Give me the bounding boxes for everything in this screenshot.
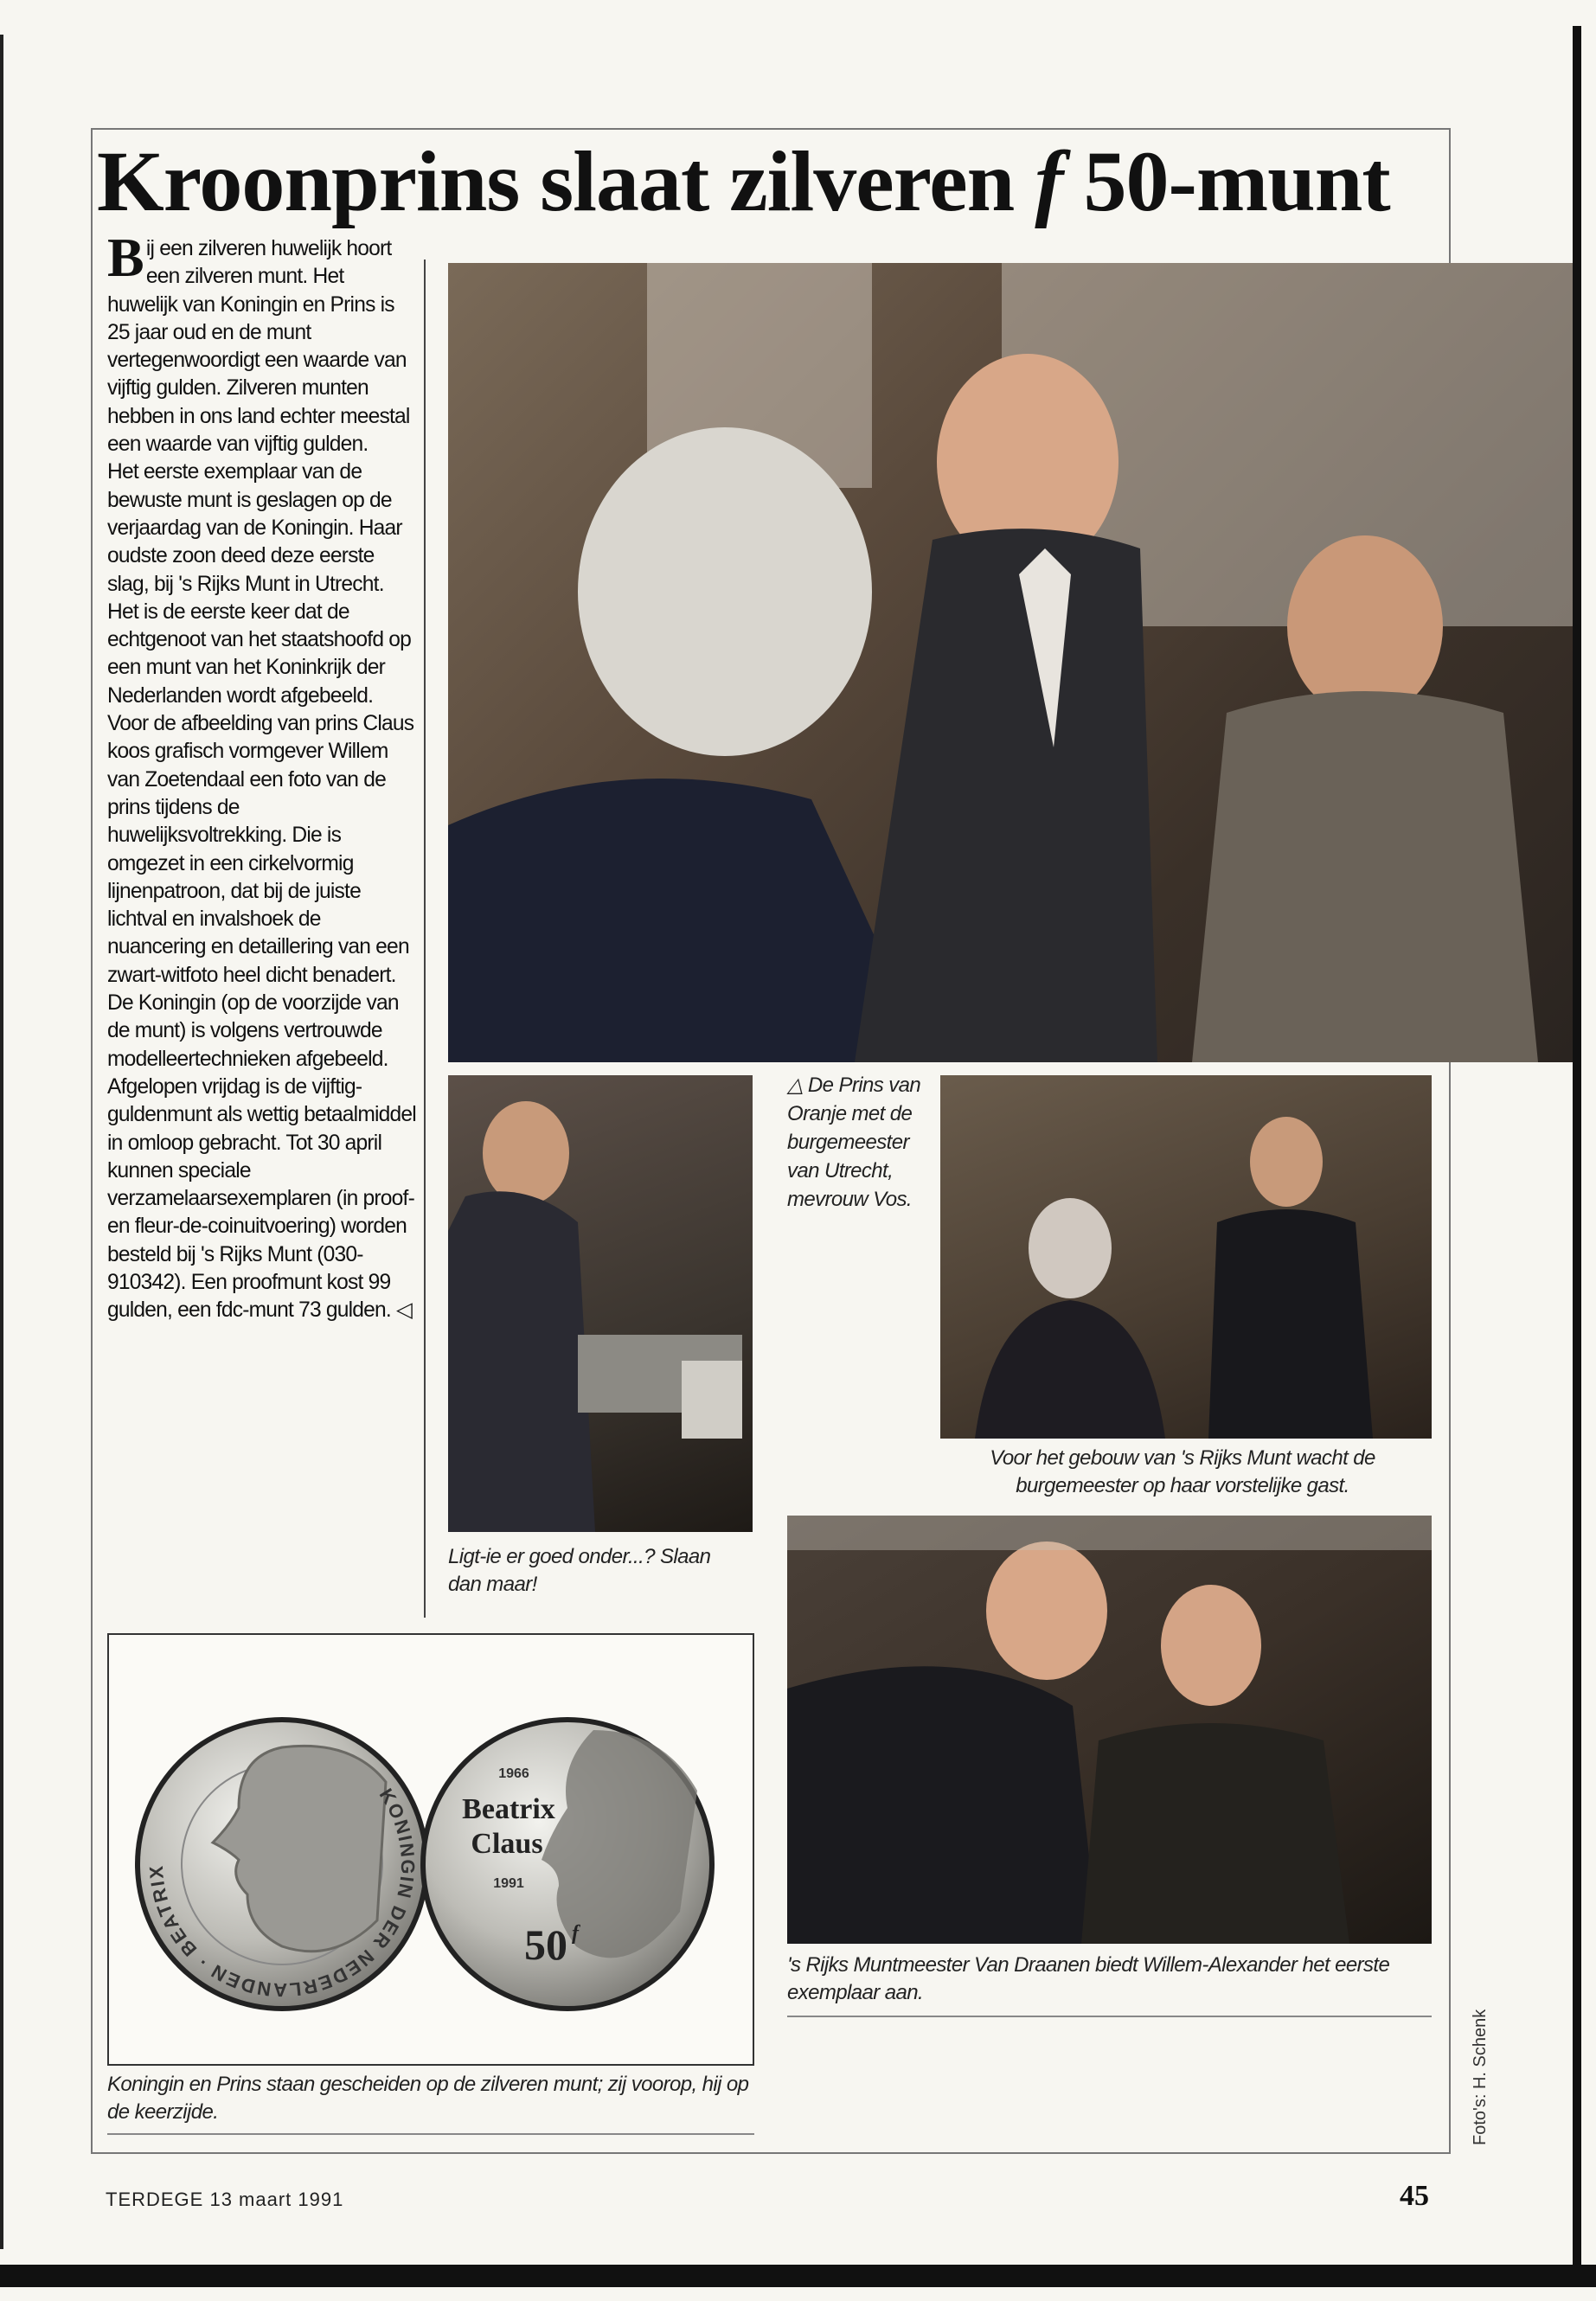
coins-panel [107, 1633, 754, 2066]
headline-part1: Kroonprins slaat zilveren [97, 133, 1035, 229]
coins-illustration [109, 1635, 753, 2064]
drop-cap: B [107, 227, 144, 288]
article-body [107, 227, 419, 1325]
coin-front-inscription: KONINGIN DER NEDERLANDEN · BEATRIX [144, 1785, 420, 2002]
burgemeester-photo [940, 1075, 1432, 1439]
coin-year-top: 1966 [498, 1766, 529, 1781]
gebouw-caption: Voor het gebouw van 's Rijks Munt wacht de burgemeester op haar vorstelijke gast. [990, 1446, 1375, 1497]
article-paragraph: Het eerste exemplaar van de bewuste munt is geslagen op de verjaardag van de Koningin. Haar oudste zoon deed deze eerste slag, bij 's Rijks Munt in Utrecht. [107, 460, 402, 596]
article-paragraph: Voor de afbeelding van prins Claus koos grafisch vormgever Willem van Zoetendaal een foto van de prins tijdens de huwelijksvoltrekking. Die is omgezet in een cirkelvormig lijnenpatroon, dat bij de juiste lichtval en invalshoek de nuancering en detaillering van een zwart-witfoto heel dicht benadert. De Koningin (op de voorzijde van de munt) is volgens vertrouwde modelleertechnieken afgebeeld. [107, 712, 414, 1071]
page-title [97, 121, 1481, 242]
main-photo-image [448, 263, 1573, 1062]
coin-value: 50 [524, 1920, 567, 1969]
footer-publication: TERDEGE 13 maart 1991 [106, 2189, 344, 2210]
coin-back [420, 1717, 715, 2011]
scan-edge-right [1573, 26, 1581, 2266]
coin-name-beatrix: Beatrix [462, 1793, 555, 1825]
scan-edge-left [0, 35, 3, 2249]
article-paragraph: Bij een zilveren huwelijk hoort een zilveren munt. Het huwelijk van Koningin en Prins is 25 jaar oud en de munt vertegenwoordigt een waarde van vijftig gulden. Zilveren munten hebben in ons land echter meestal een waarde van vijftig gulden. [107, 227, 410, 457]
main-photo [448, 263, 1573, 1062]
article-paragraph: Afgelopen vrijdag is de vijftig-guldenmunt als wettig betaalmiddel in omloop gebracht. Tot 30 april kunnen speciale verzamelaarsexemplaren (in proof- en fleur-de-coinuitvoering) worden besteld bij 's Rijks Munt (030-910342). Een proofmunt kost 99 gulden, een fdc-munt 73 gulden. ◁ [107, 1074, 416, 1323]
press-caption: Ligt-ie er goed onder...? Slaan dan maar! [448, 1545, 711, 1596]
muntmeester-caption: 's Rijks Muntmeester Van Draanen biedt Willem-Alexander het eerste exemplaar aan. [787, 1953, 1390, 2004]
coin-name-claus: Claus [471, 1828, 543, 1860]
coins-rule [107, 2133, 754, 2135]
muntmeester-photo-image [787, 1516, 1432, 1944]
press-photo-image [448, 1075, 753, 1532]
press-photo [448, 1075, 753, 1532]
headline-part2: 50-munt [1062, 133, 1390, 229]
coin-value-suffix: f [572, 1922, 579, 1945]
column-rule [424, 260, 426, 1618]
muntmeester-photo [787, 1516, 1432, 1944]
end-mark: ◁ [396, 1298, 413, 1323]
florin-sign: f [1035, 133, 1063, 229]
coins-caption: Koningin en Prins staan gescheiden op de zilveren munt; zij voorop, hij op de keerzijde. [107, 2073, 749, 2124]
article-paragraph: Het is de eerste keer dat de echtgenoot van het staatshoofd op een munt van het Koninkrijk der Nederlanden wordt afgebeeld. [107, 599, 411, 708]
scan-edge-bottom [0, 2265, 1596, 2287]
burgemeester-photo-image [940, 1075, 1432, 1439]
coin-front [135, 1717, 429, 2011]
muntmeester-rule [787, 2016, 1432, 2017]
burgemeester-caption: △ De Prins van Oranje met de burgemeester van Utrecht, mevrouw Vos. [787, 1074, 921, 1211]
coin-year-bottom: 1991 [493, 1876, 524, 1891]
photo-credit: Foto's: H. Schenk [1471, 2009, 1490, 2145]
page-number: 45 [1400, 2180, 1429, 2212]
